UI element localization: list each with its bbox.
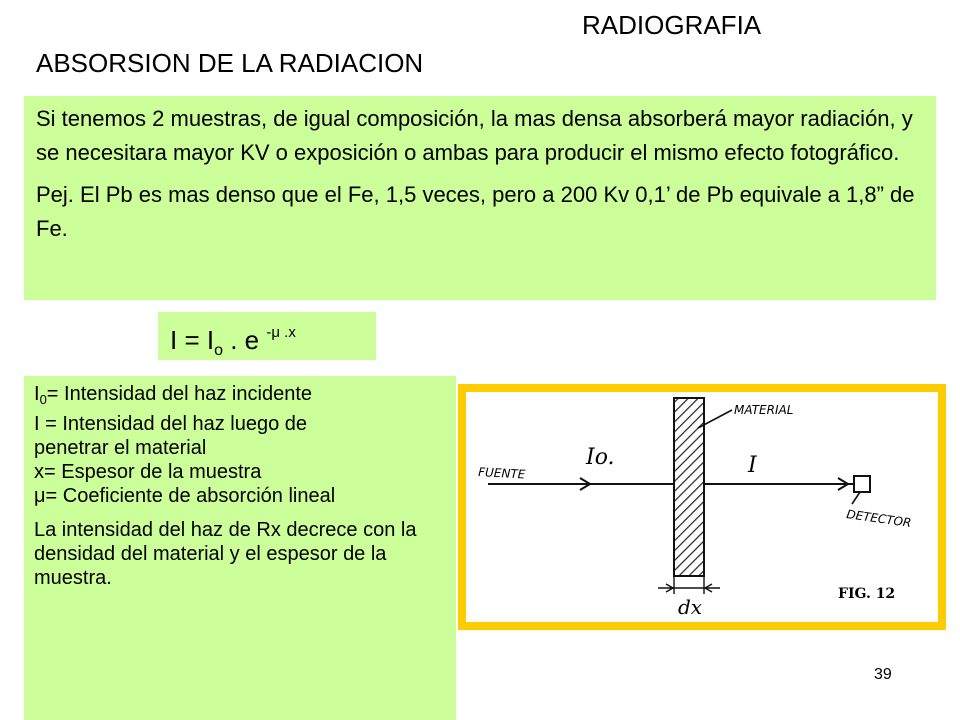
slide-title: RADIOGRAFIA [582, 10, 762, 40]
intro-paragraph-2: Pej. El Pb es mas denso que el Fe, 1,5 veces, pero a 200 Kv 0,1’ de Pb equivale a 1,8” de Fe. [36, 182, 915, 241]
intro-box [24, 96, 936, 300]
definition-mu: μ= Coeficiente de absorción lineal [34, 485, 336, 507]
i-label: I [748, 453, 757, 478]
intro-paragraph-1: Si tenemos 2 muestras, de igual composición, la mas densa absorberá mayor radiación, y se necesitara mayor KV o exposición o ambas para producir el mismo efecto fotográfico. [36, 106, 913, 165]
figure-drawing [466, 392, 938, 622]
page-number: 39 [874, 666, 892, 683]
absorption-formula [158, 312, 376, 360]
material-label: MATERIAL [734, 403, 794, 417]
slide-subtitle: ABSORSION DE LA RADIACION [36, 48, 424, 78]
definitions-box [24, 376, 456, 720]
detector-box [854, 476, 870, 492]
conclusion-text: La intensidad del haz de Rx decrece con la densidad del material y el espesor de la muestra. [34, 519, 417, 589]
detector-leader [852, 492, 860, 504]
formula-subscript: o [214, 342, 223, 359]
i0-label: Io. [586, 445, 615, 470]
i0-symbol: I [34, 383, 40, 405]
definition-i-line1: I = Intensidad del haz luego de [34, 413, 307, 435]
detector-label: DETECTOR [845, 507, 913, 531]
figure-caption: FIG. 12 [838, 586, 896, 602]
definition-x: x= Espesor de la muestra [34, 461, 262, 483]
dx-label: dx [678, 595, 703, 619]
formula-exponent: -μ .x [266, 324, 296, 341]
definition-i-line2: penetrar el material [34, 437, 207, 459]
source-label: FUENTE [477, 465, 526, 482]
formula-lhs: I = I [170, 325, 215, 355]
material-slab [674, 398, 704, 576]
absorption-figure [458, 384, 946, 630]
formula-mid: . e [222, 325, 267, 355]
i0-subscript: 0 [39, 392, 47, 407]
i0-text: = Intensidad del haz incidente [46, 383, 312, 405]
definition-i0 [34, 382, 456, 412]
